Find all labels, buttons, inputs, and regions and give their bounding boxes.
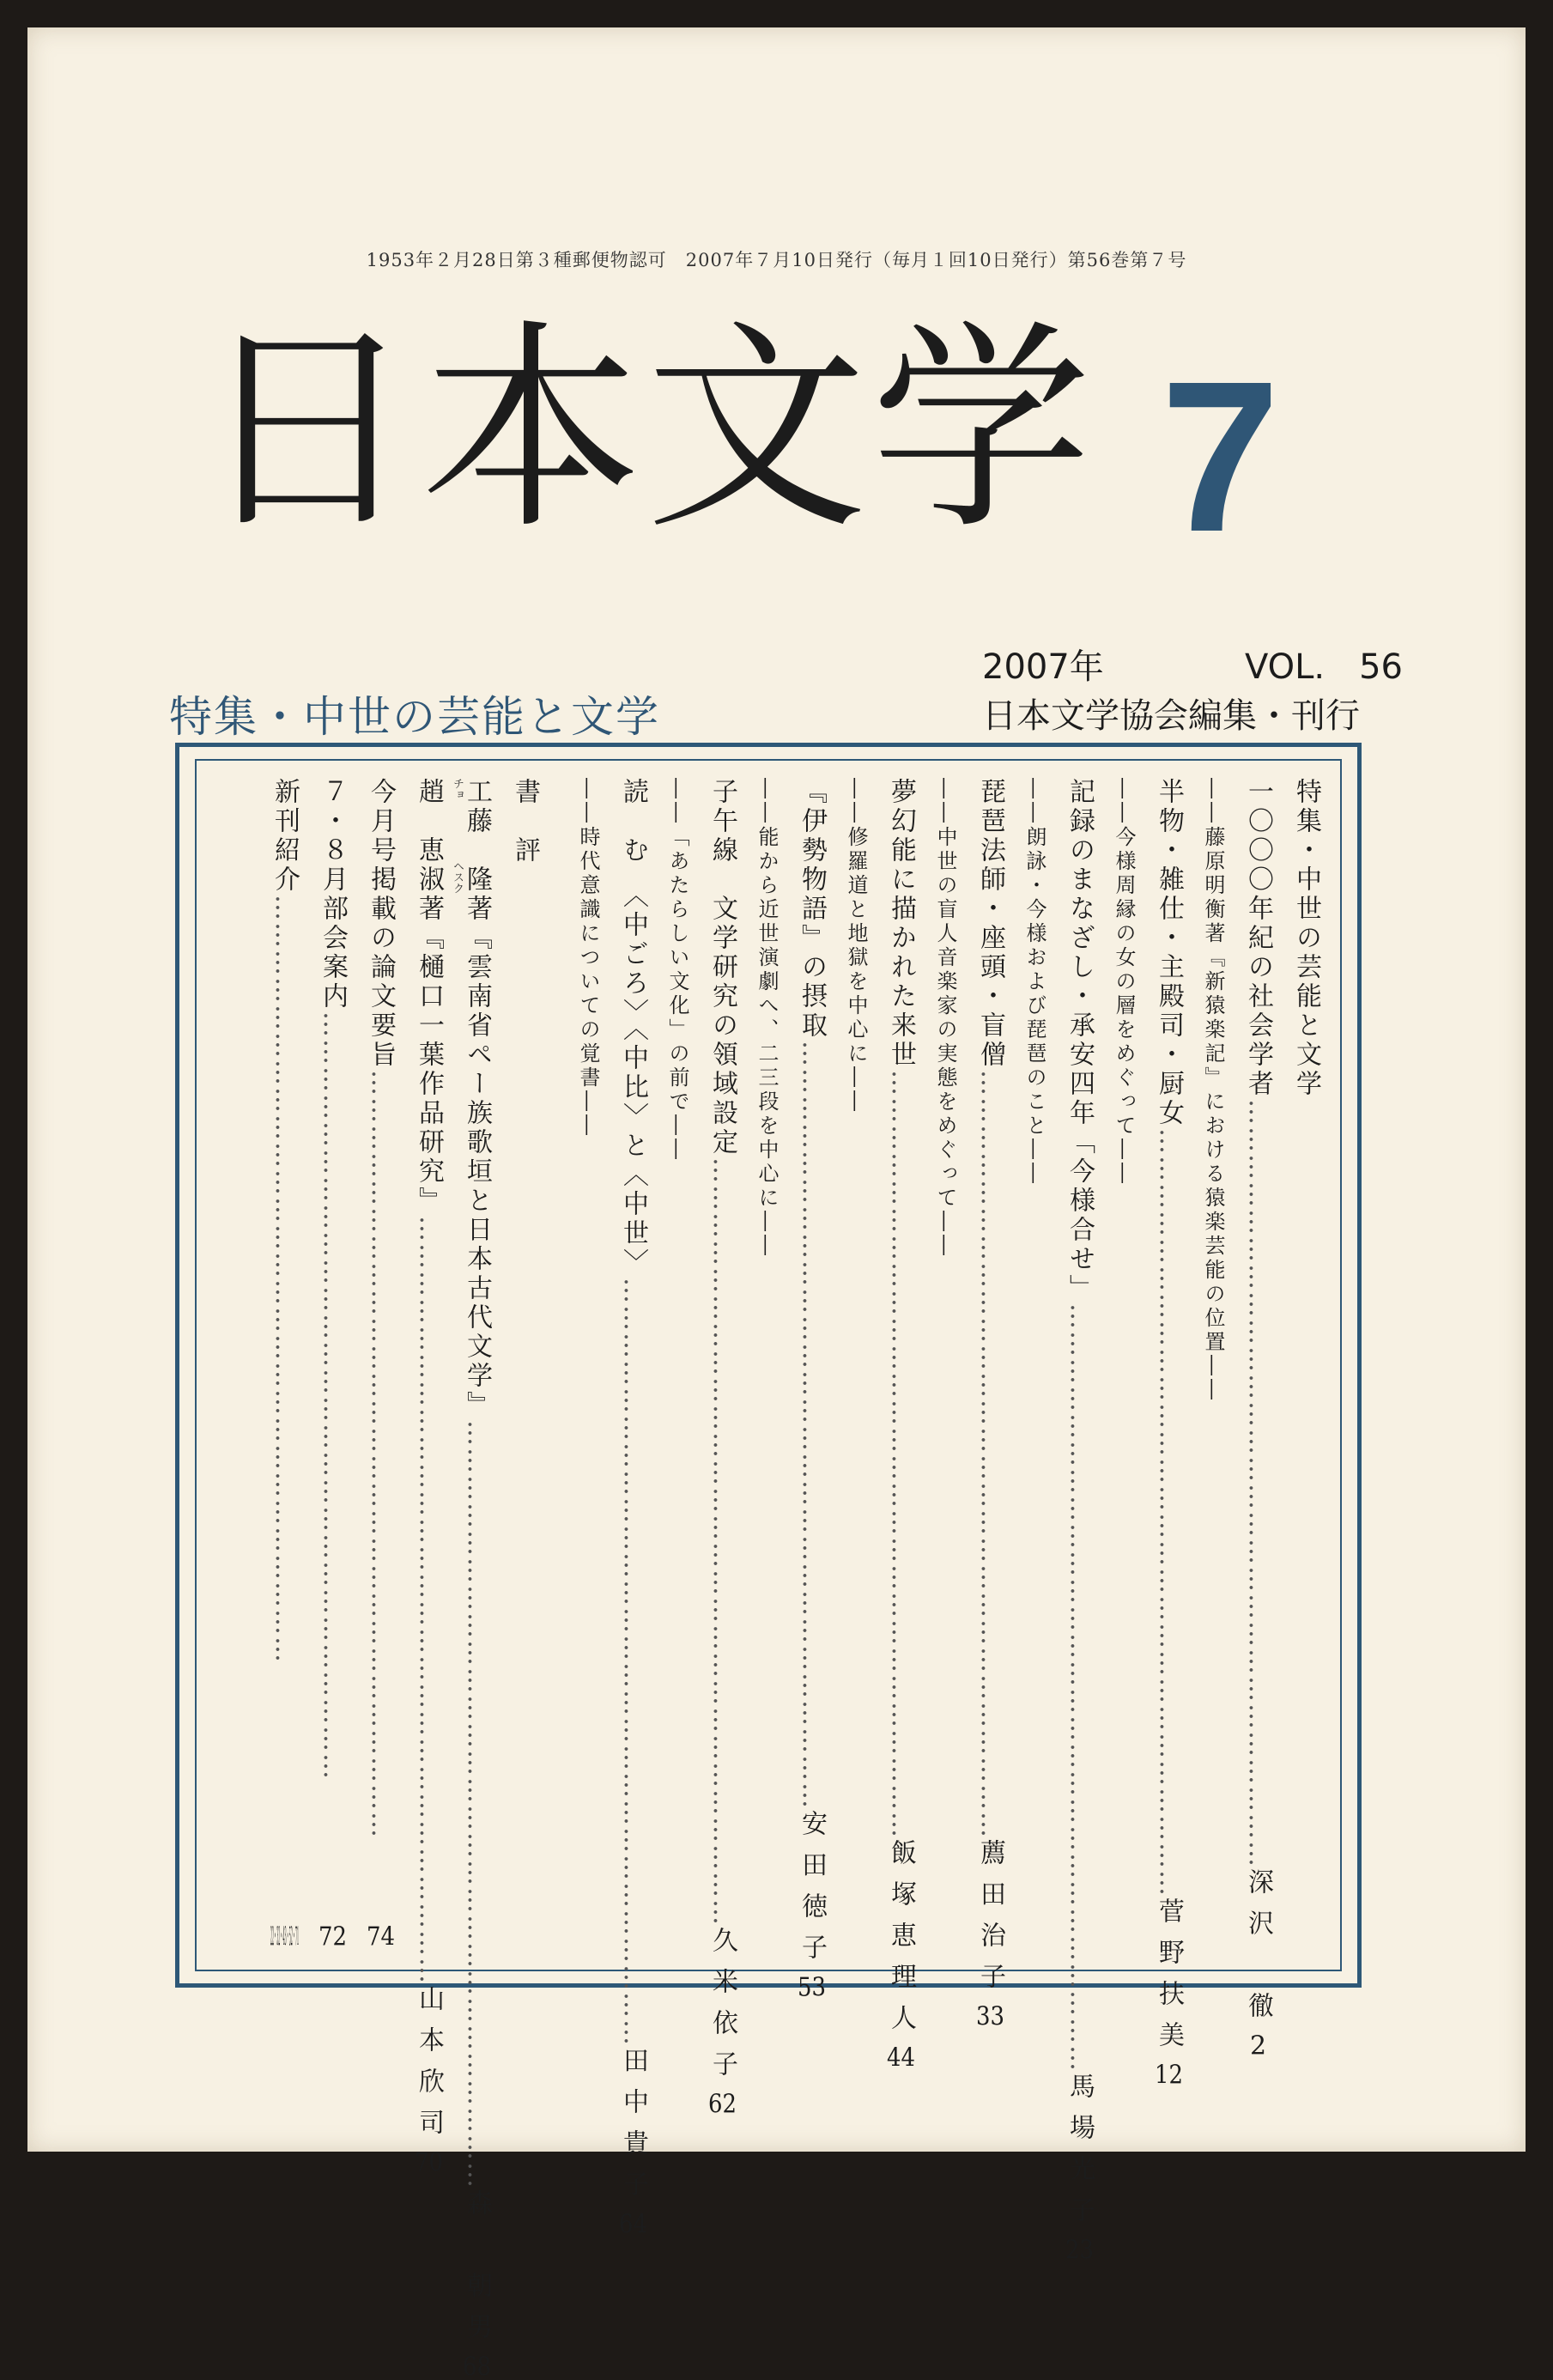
review-author: 山本欣司	[414, 1985, 444, 2150]
toc-columns	[264, 778, 1326, 2380]
misc-page: 74	[367, 1924, 395, 1950]
toc-review-entry[interactable]	[456, 778, 497, 2380]
publisher-line: 日本文学協会編集・刊行	[982, 696, 1360, 736]
toc-section-review: 書 評	[510, 778, 540, 865]
toc-entry[interactable]	[791, 778, 832, 2001]
article-title: 半物・雑仕・主殿司・厨女	[1154, 778, 1184, 1128]
postal-registration-line: 1953年２月28日第３種郵便物認可 2007年７月10日発行（毎月１回10日発行）第56巻第７号	[366, 250, 1187, 270]
leader-dots: …………………………………………………………………………	[318, 1011, 348, 1781]
article-page: 44	[887, 2045, 915, 2071]
toc-misc-entry[interactable]	[312, 778, 353, 1950]
toc-entry[interactable]	[1059, 778, 1100, 2263]
article-author: 馬場光子	[1065, 2073, 1095, 2237]
issue-year: 2007年	[982, 647, 1104, 687]
article-page: 62	[708, 2092, 737, 2117]
toc-misc-entry[interactable]	[360, 778, 401, 1950]
toc-section-special: 特集・中世の芸能と文学	[1291, 778, 1321, 1099]
misc-title: ７・８月部会案内	[318, 778, 348, 1011]
leader-dots: …………………………………………………………………………	[414, 1216, 444, 1985]
toc-misc-entry[interactable]	[264, 778, 305, 1950]
leader-dots: …………………………………………………………………………	[618, 1278, 648, 2047]
article-page: 2	[1249, 2033, 1267, 2059]
journal-title: 日本文学	[196, 301, 1095, 559]
leader-dots: …………………………………………………………………………	[1154, 1128, 1184, 1897]
article-title: 夢幻能に描かれた来世	[886, 778, 916, 1070]
leader-dots: …………………………………………………………………………	[707, 1157, 737, 1927]
review-page: 68	[463, 2354, 491, 2380]
article-title: 子午線 文学研究の領域設定	[707, 778, 737, 1157]
leader-dots: …………………………………………………………………………	[975, 1070, 1005, 1839]
article-author: 飯塚恵理人	[886, 1839, 916, 2045]
misc-pages: 22・32・43・52・71	[270, 1924, 299, 1950]
toc-entry-subtitle: ――朗詠・今様および琵琶のこと――	[1022, 778, 1046, 1187]
misc-title: 今月号掲載の論文要旨	[366, 778, 396, 1070]
leader-dots: …………………………………………………………………………	[886, 1070, 916, 1839]
toc-entry-subtitle: ――「あたらしい文化」の前で――	[665, 778, 689, 1163]
article-title: 『伊勢物語』の摂取	[797, 778, 827, 1041]
toc-entry-subtitle: ――中世の盲人音楽家の実態をめぐって――	[933, 778, 957, 1259]
review-title: 趙 恵淑著『樋口一葉作品研究』	[414, 778, 444, 1216]
journal-cover	[27, 27, 1526, 2380]
toc-entry-subtitle: ――時代意識についての覚書――	[576, 778, 600, 1138]
article-author: 薦田治子	[975, 1839, 1005, 2004]
leader-dots: …………………………………………………………………………	[1065, 1303, 1095, 2073]
article-title: 記録のまなざし・承安四年「今様合せ」	[1065, 778, 1095, 1303]
ruby-hesuku: ヘスク	[451, 860, 464, 894]
article-author: 深沢 徹	[1243, 1868, 1273, 2033]
toc-entry-subtitle: ――能から近世演劇へ、二三段を中心に――	[755, 778, 779, 1259]
volume-number: VOL. 56	[1244, 647, 1403, 687]
toc-entry[interactable]	[1148, 778, 1189, 2088]
toc-entry-subtitle: ――修羅道と地獄を中心に――	[844, 778, 868, 1114]
special-feature-heading: 特集・中世の芸能と文学	[169, 692, 660, 742]
article-page: 23	[1065, 2237, 1094, 2263]
article-author: 田中貴子	[618, 2047, 648, 2212]
review-title: 工藤 隆著『雲南省ペー族歌垣と日本古代文学』	[462, 778, 492, 1420]
leader-dots: …………………………………………………………………………	[1243, 1099, 1273, 1868]
year-volume-line	[982, 640, 1403, 689]
misc-page: 72	[318, 1924, 347, 1950]
article-author: 安田徳子	[797, 1810, 827, 1975]
toc-entry-subtitle: ――今様周縁の女の層をめぐって――	[1112, 778, 1136, 1187]
article-page: 64	[619, 2212, 647, 2237]
leader-dots: …………………………………………………………………………	[462, 1420, 492, 2189]
review-page: 70	[415, 2150, 443, 2176]
article-page: 33	[976, 2004, 1004, 2030]
article-page: 12	[1155, 2062, 1183, 2088]
article-title: 琵琶法師・座頭・盲僧	[975, 778, 1005, 1070]
table-of-contents	[175, 743, 1362, 2380]
ruby-zhao: チョ	[451, 778, 464, 800]
leader-dots: …………………………………………………………………………	[270, 895, 300, 1664]
toc-entry[interactable]	[1237, 778, 1278, 2059]
article-page: 53	[798, 1975, 826, 2001]
article-author: 久米依子	[707, 1927, 737, 2092]
review-author: 森 朝男	[462, 2189, 492, 2354]
toc-entry[interactable]	[701, 778, 743, 2117]
toc-entry-subtitle: ――藤原明衡著『新猿楽記』における猿楽芸能の位置――	[1201, 778, 1225, 1403]
article-title: 一〇〇〇年紀の社会学者	[1243, 778, 1273, 1099]
article-title: 読 む 〈中ごろ〉〈中比〉と〈中世〉	[618, 778, 648, 1278]
toc-entry[interactable]	[612, 778, 653, 2237]
review-title-wrap	[408, 778, 464, 1216]
toc-entry[interactable]	[969, 778, 1010, 2030]
article-author: 菅野扶美	[1154, 1897, 1184, 2062]
toc-review-entry[interactable]	[408, 778, 464, 2176]
leader-dots: …………………………………………………………………………	[797, 1041, 827, 1810]
leader-dots: …………………………………………………………………………	[366, 1070, 396, 1839]
issue-number: 7	[1161, 337, 1281, 576]
toc-entry[interactable]	[880, 778, 921, 2071]
misc-title: 新刊紹介	[270, 778, 300, 895]
toc-spacer	[552, 778, 564, 1950]
